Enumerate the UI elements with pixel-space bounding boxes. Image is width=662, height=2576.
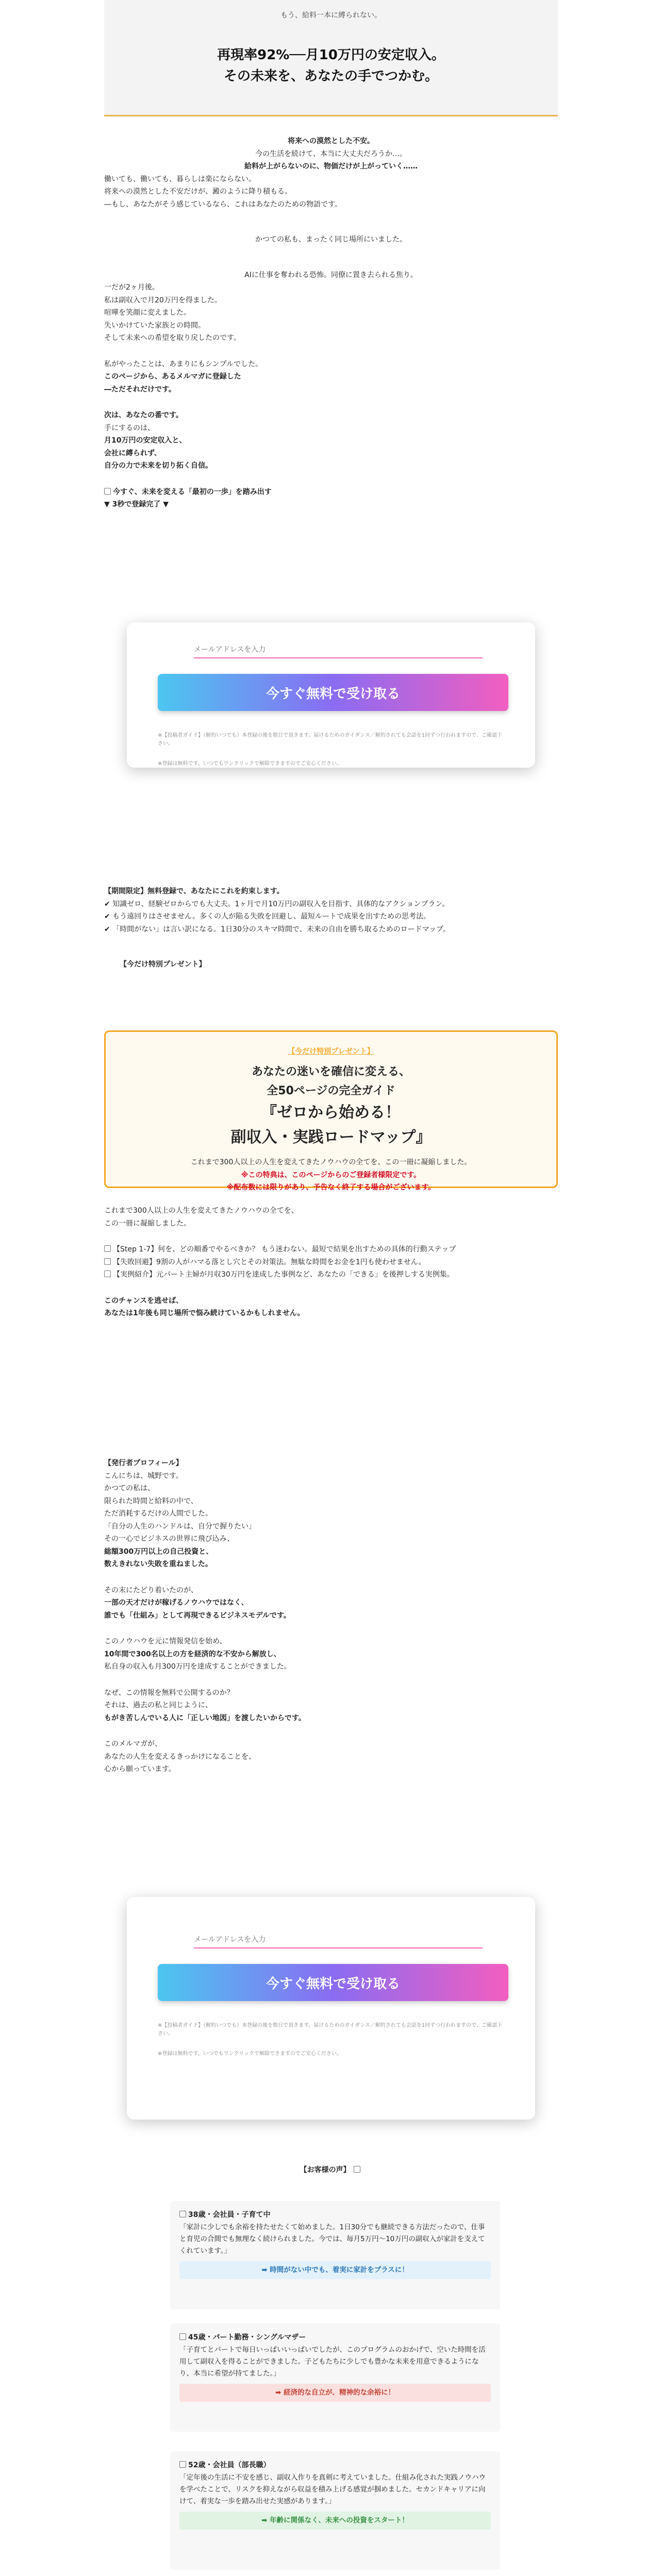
- submit-button[interactable]: 今すぐ無料で受け取る: [158, 674, 508, 711]
- testimonial-body: 「定年後の生活に不安を感じ、副収入作りを真剣に考えていました。仕組み化された実践ノウハウを学べたことで、リスクを抑えながら収益を積み上げる感覚が掴めました。セカンドキャリアに向けて、着実な一歩を踏み出せた実感があります。」: [179, 2473, 486, 2505]
- voices-heading: 【お客様の声】: [104, 2164, 558, 2177]
- testimonial-tag: ➡ 年齢に関係なく、未来への投資をスタート！: [179, 2512, 491, 2530]
- fine-print: ※【投稿者ガイド】（解約いつでも）本登録の後を数日で頂きます。届けるためのガイダンス／解約されても会話を1回ずつ行われますので、ご確認下さい。: [158, 733, 502, 747]
- profile-text: 心から願っています。: [104, 1765, 176, 1773]
- testimonial-tag: ➡ 時間がない中でも、着実に家計をプラスに！: [179, 2261, 491, 2279]
- profile-text: こんにちは、城野です。: [104, 1471, 183, 1480]
- urgency-text: あなたは1年後も同じ場所で悩み続けているかもしれません。: [104, 1309, 305, 1317]
- intro-text: ―もし、あなたがそう感じているなら、これはあなたのための物語です。: [104, 200, 342, 209]
- profile-text: 10年間で300名以上の方を経済的な不安から解放し、: [104, 1650, 281, 1658]
- profile-text: かつての私は、: [104, 1484, 155, 1493]
- person-icon: [179, 2333, 186, 2340]
- gift-note: これまで300人以上の人生を変えてきたノウハウの全てを、この一冊に凝縮しました。: [190, 1158, 472, 1167]
- gift-notice: ※この特典は、このページからのご登録者様限定です。: [241, 1171, 421, 1179]
- cta-sub: ▼ 3秒で登録完了 ▼: [104, 500, 169, 509]
- profile-text: ただ消耗するだけの人間でした。: [104, 1510, 212, 1518]
- intro-text: 将来への漠然とした不安。: [288, 137, 374, 145]
- testimonial-card: [170, 2324, 500, 2432]
- after-gift-section: [104, 1205, 558, 1320]
- story-text: 一だが2ヶ月後。: [104, 283, 159, 292]
- profile-text: あなたの人生を変えるきっかけになることを、: [104, 1752, 256, 1761]
- profile-text: 「自分の人生のハンドルは、自分で握りたい」: [104, 1522, 256, 1531]
- signup-form-2: [127, 1897, 535, 2120]
- story-text: ―ただそれだけです。: [104, 385, 176, 394]
- profile-text: 数えきれない失敗を重ねました。: [104, 1560, 212, 1568]
- testimonial-body: 「子育てとパートで毎日いっぱいいっぱいでしたが、このプログラムのおかげで、空いた時間を活用して副収入を得ることができました。子どもたちに少しでも豊かな未来を用意できるようになり、本当に希望が持てました。」: [179, 2345, 486, 2378]
- profile-text: なぜ、この情報を無料で公開するのか？: [104, 1688, 234, 1697]
- testimonial-body: 「家計に少しでも余裕を持たせたくて始めました。1日30分でも継続できる方法だったので、仕事と育児の合間でも無理なく続けられました。今では、毎月5万円〜10万円の副収入が家計を支えてくれています。」: [179, 2223, 485, 2255]
- testimonial-card: [170, 2451, 500, 2570]
- profile-text: その一心でビジネスの世界に飛び込み、: [104, 1535, 235, 1543]
- testimonial-name: 38歳・会社員・子育て中: [179, 2209, 491, 2222]
- hero-title: [104, 45, 558, 88]
- person-icon: [179, 2461, 186, 2468]
- profile-text: このメルマガが、: [104, 1740, 162, 1748]
- cta-lead: 今すぐ、未来を変える「最初の一歩」を踏み出す: [104, 486, 558, 499]
- story-text: 月10万円の安定収入と、: [104, 436, 187, 445]
- testimonial-tag: ➡ 経済的な自立が、精神的な余裕に！: [179, 2384, 491, 2402]
- intro-text: 今の生活を続けて、本当に大丈夫だろうか…。: [255, 149, 407, 158]
- fine-print: ※登録は無料です。いつでもワンクリックで解除できますのでご安心ください。: [158, 761, 342, 767]
- email-input[interactable]: [194, 1931, 483, 1948]
- step-item: 【Step 1-7】何を、どの順番でやるべきか？ もう迷わない。最短で結果を出すための具体的行動ステップ: [104, 1243, 558, 1256]
- story-text: このページから、あるメルマガに登録した: [104, 372, 241, 381]
- limited-section: [104, 885, 558, 971]
- gift-box: [104, 1030, 558, 1192]
- limited-text: ✔ 知識ゼロ、経験ゼロからでも大丈夫。1ヶ月で月10万円の副収入を目指す、具体的なアクションプラン。: [104, 900, 450, 908]
- profile-heading: 【発行者プロフィール】: [104, 1459, 183, 1467]
- person-icon: [179, 2211, 186, 2217]
- intro-text: 給料が上がらないのに、物価だけが上がっていく……: [244, 162, 418, 171]
- step-item: 【失敗回避】9割の人がハマる落とし穴とその対策法。無駄な時間をお金を1円も使わせません。: [104, 1256, 558, 1269]
- testimonial-card: [170, 2201, 500, 2309]
- gift-title: 副収入・実践ロードマップ』: [230, 1128, 432, 1147]
- story-text: 失いかけていた家族との時間。: [104, 321, 205, 330]
- checkbox-icon: [104, 1245, 111, 1252]
- intro-text: 働いても、働いても、暮らしは楽にならない。: [104, 175, 256, 183]
- gift-notice: ※配布数には限りがあり、予告なく終了する場合がございます。: [226, 1183, 436, 1192]
- profile-section: [104, 1457, 558, 1776]
- story-text: 喧嘩を笑顔に変えました。: [104, 309, 191, 317]
- story-text: 手にするのは、: [104, 423, 155, 432]
- limited-text: 【期間限定】無料登録で、あなたにこれを約束します。: [104, 887, 284, 895]
- gift-heading: 全50ページの完全ガイド: [267, 1084, 395, 1097]
- hero-section: [104, 0, 558, 116]
- limited-text: ✔ 「時間がない」は言い訳になる。1日30分のスキマ時間で、未来の自由を勝ち取るためのロードマップ。: [104, 925, 450, 934]
- gift-heading: あなたの迷いを確信に変える、: [251, 1065, 410, 1078]
- body-text: この一冊に凝縮しました。: [104, 1219, 191, 1228]
- profile-text: 総額300万円以上の自己投資と、: [104, 1547, 213, 1556]
- testimonial-name: 52歳・会社員（部長職）: [179, 2460, 491, 2472]
- intro-text: AIに仕事を奪われる恐怖。同僚に置き去られる焦り。: [244, 270, 418, 279]
- profile-text: 私自身の収入も月300万円を達成することができました。: [104, 1663, 291, 1671]
- profile-text: このノウハウを元に情報発信を始め、: [104, 1637, 227, 1646]
- step-item: 【実例紹介】元パート主婦が月収30万円を達成した事例など、あなたの「できる」を後押しする実例集。: [104, 1268, 558, 1281]
- checkbox-icon: [104, 1258, 111, 1265]
- profile-text: 一部の天才だけが稼げるノウハウではなく、: [104, 1599, 249, 1607]
- submit-button[interactable]: 今すぐ無料で受け取る: [158, 1964, 508, 2001]
- profile-text: 限られた時間と給料の中で、: [104, 1497, 198, 1505]
- story-text: 会社に縛られず、: [104, 449, 161, 457]
- body-text: これまで300人以上の人生を変えてきたノウハウの全てを、: [104, 1207, 299, 1215]
- story-text: そして未来への希望を取り戻したのです。: [104, 334, 241, 342]
- testimonial-name: 45歳・パート勤務・シングルマザー: [179, 2332, 491, 2344]
- urgency-text: このチャンスを逃せば、: [104, 1296, 184, 1305]
- profile-text: 誰でも「仕組み」として再現できるビジネスモデルです。: [104, 1611, 291, 1620]
- signup-form: [127, 622, 535, 768]
- fine-print: ※【投稿者ガイド】（解約いつでも）本登録の後を数日で頂きます。届けるためのガイダンス／解約されても会話を1回ずつ行われますので、ご確認下さい。: [158, 2023, 502, 2037]
- story-text: 私がやったことは、あまりにもシンプルでした。: [104, 360, 263, 368]
- gift-tag: 【今だけ特別プレゼント】: [288, 1047, 374, 1056]
- story-text: 次は、あなたの番です。: [104, 411, 183, 419]
- story-text: 自分の力で未来を切り拓く自信。: [104, 462, 212, 470]
- intro-text: かつての私も、まったく同じ場所にいました。: [255, 235, 407, 244]
- checkbox-icon: [104, 1270, 111, 1277]
- profile-text: それは、過去の私と同じように、: [104, 1701, 212, 1709]
- intro-text: 将来への漠然とした不安だけが、澱のように降り積もる。: [104, 188, 292, 196]
- story-text: 私は副収入で月20万円を得ました。: [104, 296, 222, 304]
- hero-small: もう、給料一本に縛られない。: [280, 11, 382, 20]
- profile-text: その末にたどり着いたのが、: [104, 1586, 198, 1595]
- email-input[interactable]: [194, 641, 483, 658]
- speech-icon: [354, 2166, 360, 2173]
- gift-heading: 【今だけ特別プレゼント】: [120, 960, 206, 969]
- gift-title: 『ゼロから始める！: [261, 1104, 401, 1122]
- pointer-icon: [104, 488, 111, 495]
- limited-text: ✔ もう遠回りはさせません。多くの人が陥る失敗を回避し、最短ルートで成果を出すための思考法。: [104, 912, 431, 921]
- intro-section: [104, 135, 558, 511]
- fine-print: ※登録は無料です。いつでもワンクリックで解除できますのでご安心ください。: [158, 2051, 342, 2057]
- hero-title-line2: その未来を、あなたの手でつかむ。: [223, 69, 438, 84]
- hero-title-line1: 再現率92%──月10万円の安定収入。: [217, 47, 445, 63]
- profile-text: もがき苦しんでいる人に「正しい地図」を渡したいからです。: [104, 1714, 306, 1722]
